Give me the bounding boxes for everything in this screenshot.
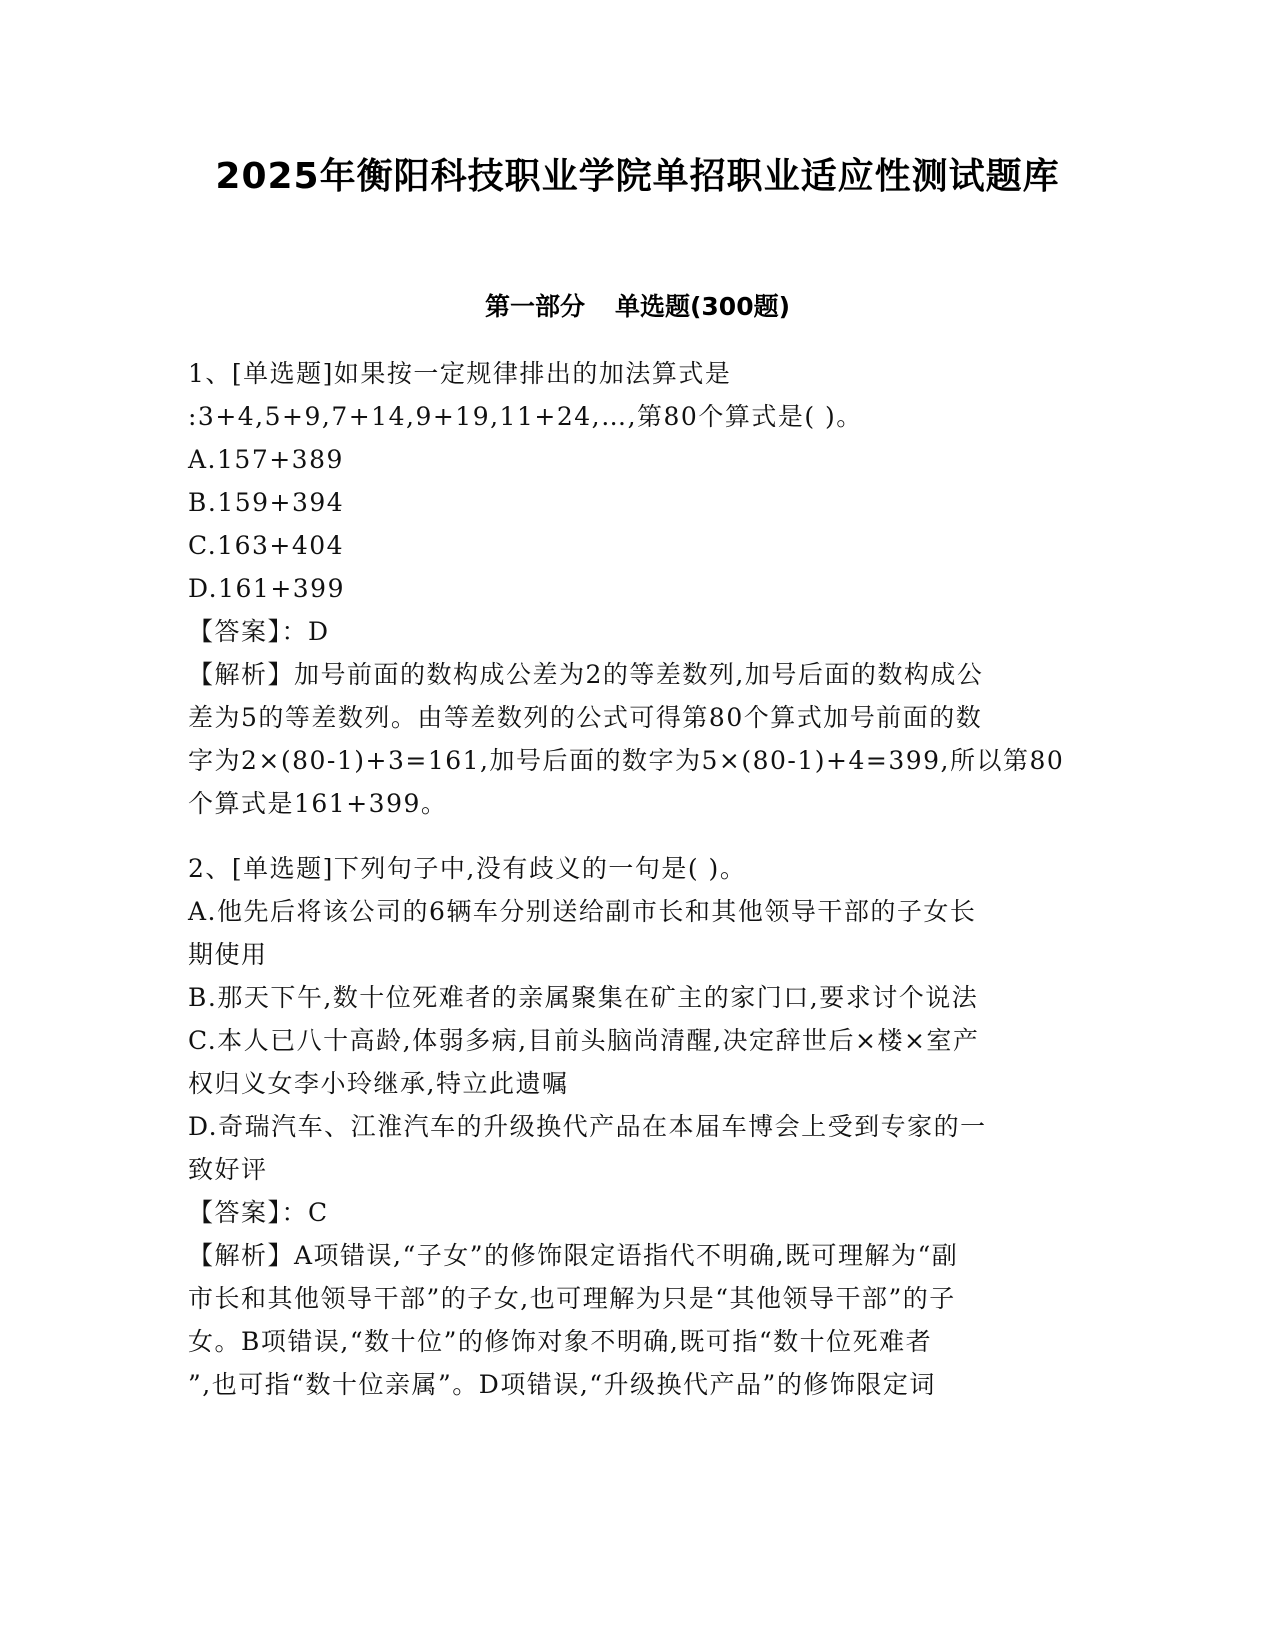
answer: 【答案】：C	[188, 1198, 329, 1227]
answer: 【答案】：D	[188, 617, 330, 646]
analysis-line: 个算式是161+399。	[188, 789, 448, 818]
option-a: A.他先后将该公司的6辆车分别送给副市长和其他领导干部的子女长	[188, 897, 977, 926]
option-c-cont: 权归义女李小玲继承,特立此遗嘱	[188, 1069, 569, 1098]
analysis-line: 市长和其他领导干部”的子女,也可理解为只是“其他领导干部”的子	[188, 1284, 956, 1313]
question-1	[188, 352, 1088, 825]
option-d: D.奇瑞汽车、江淮汽车的升级换代产品在本届车博会上受到专家的一	[188, 1112, 987, 1141]
option-d-cont: 致好评	[188, 1155, 268, 1184]
question-list	[188, 352, 1088, 1406]
option-d: D.161+399	[188, 574, 345, 603]
document-title: 2025年衡阳科技职业学院单招职业适应性测试题库	[215, 156, 1060, 197]
option-c: C.本人已八十高龄,体弱多病,目前头脑尚清醒,决定辞世后×楼×室产	[188, 1026, 980, 1055]
question-stem: 1、[单选题]如果按一定规律排出的加法算式是	[188, 359, 732, 388]
option-c: C.163+404	[188, 531, 345, 560]
section-name: 单选题(300题)	[614, 292, 791, 321]
question-2	[188, 847, 1088, 1406]
section-part: 第一部分	[484, 292, 585, 321]
analysis-line: 差为5的等差数列。由等差数列的公式可得第80个算式加号前面的数	[188, 703, 983, 732]
analysis-line: 【解析】加号前面的数构成公差为2的等差数列,加号后面的数构成公	[188, 660, 984, 689]
option-a: A.157+389	[188, 445, 344, 474]
analysis-line: ”,也可指“数十位亲属”。D项错误,“升级换代产品”的修饰限定词	[188, 1370, 936, 1399]
question-stem: :3+4,5+9,7+14,9+19,11+24,…,第80个算式是( )。	[188, 402, 863, 431]
question-stem: 2、[单选题]下列句子中,没有歧义的一句是( )。	[188, 854, 747, 883]
analysis-line: 【解析】A项错误,“子女”的修饰限定语指代不明确,既可理解为“副	[188, 1241, 959, 1270]
option-b: B.那天下午,数十位死难者的亲属聚集在矿主的家门口,要求讨个说法	[188, 983, 979, 1012]
section-heading	[0, 287, 1275, 323]
analysis-line: 字为2×(80-1)+3=161,加号后面的数字为5×(80-1)+4=399,所以第80	[188, 746, 1065, 775]
analysis-line: 女。B项错误,“数十位”的修饰对象不明确,既可指“数十位死难者	[188, 1327, 933, 1356]
option-b: B.159+394	[188, 488, 345, 517]
option-a-cont: 期使用	[188, 940, 268, 969]
